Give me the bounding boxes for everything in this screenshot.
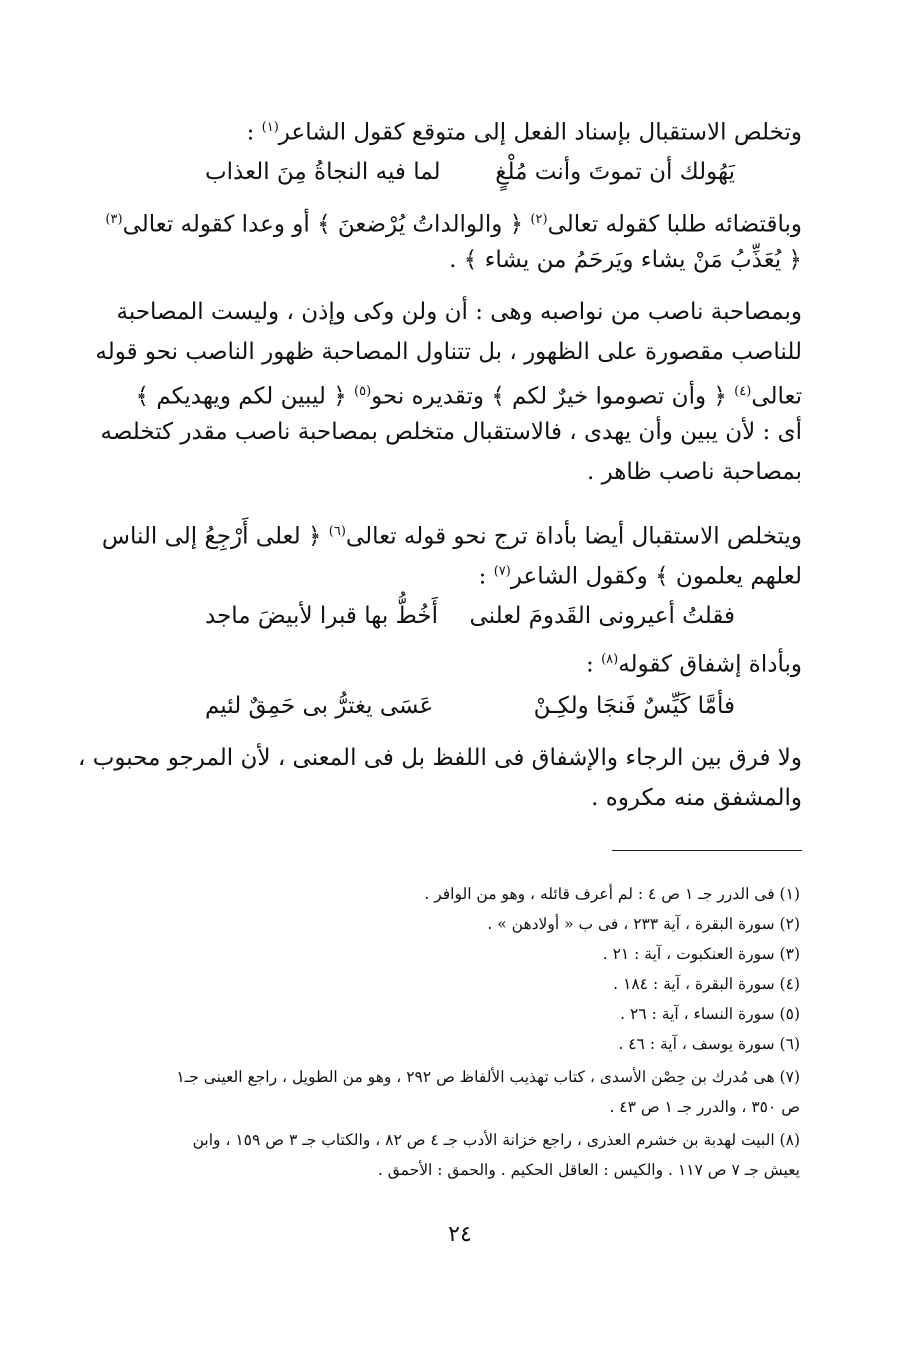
paragraph-line: وبمصاحبة ناصب من نواصبه وهى : أن ولن وكى وإذن ، وليست المصاحبة [116,299,802,325]
paragraph-line: بمصاحبة ناصب ظاهر . [586,459,802,485]
footnote-ref: (٥) [354,384,372,399]
verse-hemistich-right: فقلتُ أعيرونى القَدومَ لعلنى [469,603,735,629]
footnote: (٢) سورة البقرة ، آية ٢٣٣ ، فى ب « أولادهن » . [487,915,800,933]
verse-hemistich-right: فأمَّا كَيِّسٌ فَنجَا ولكِـنْ [533,693,735,719]
paragraph-line: للناصب مقصورة على الظهور ، بل تتناول المصاحبة ظهور الناصب نحو قوله [95,339,802,365]
footnote-ref: (٨) [601,652,619,667]
footnote: (٣) سورة العنكبوت ، آية : ٢١ . [602,945,800,963]
footnote: (٤) سورة البقرة ، آية : ١٨٤ . [613,975,800,993]
footnote: (٥) سورة النساء ، آية : ٢٦ . [620,1005,800,1023]
footnote-ref: (٣) [105,212,123,227]
verse-hemistich-left: أَخُطُّ بها قبرا لأبيضَ ماجد [205,603,438,629]
paragraph-line: والمشفق منه مكروه . [591,785,802,811]
footnote-ref: (٢) [530,212,548,227]
verse-hemistich-right: يَهُولك أن تموتَ وأنت مُلْغٍ [495,159,735,185]
paragraph-line: وبأداة إشفاق كقوله$^{(٨)}$ : [586,651,802,678]
paragraph-line: وباقتضائه طلبا كقوله تعالى$^{(٢)}$ ﴿ والوالداتُ يُرْضعنَ ﴾ أو وعدا كقوله تعالى$^{(٣)}$ [105,211,802,238]
footnote: (٧) هى مُدرك بن حِصْن الأسدى ، كتاب تهذيب الألفاظ ص ٢٩٢ ، وهو من الطويل ، راجع العينى جـ١ [176,1068,800,1086]
paragraph-line: وتخلص الاستقبال بإسناد الفعل إلى متوقع كقول الشاعر$^{(١)}$ : [246,119,802,146]
footnote-ref: (٦) [328,524,346,539]
footnote: (٦) سورة يوسف ، آية : ٤٦ . [618,1035,800,1053]
paragraph-line: أى : لأن يبين وأن يهدى ، فالاستقبال متخلص بمصاحبة ناصب مقدر كتخلصه [100,419,802,445]
footnote-ref: (١) [261,120,279,135]
verse-hemistich-left: عَسَى يغترُّ بى حَمِقٌ لئيم [205,693,434,719]
footnote-ref: (٧) [493,564,511,579]
footnote-continuation: يعيش جـ ٧ ص ١١٧ . والكيس : العاقل الحكيم . والحمق : الأحمق . [377,1161,800,1179]
paragraph-line: لعلهم يعلمون ﴾ وكقول الشاعر$^{(٧)}$ : [478,563,802,590]
paragraph-line: ولا فرق بين الرجاء والإشفاق فى اللفظ بل فى المعنى ، لأن المرجو محبوب ، [78,745,802,771]
verse-hemistich-left: لما فيه النجاةُ مِنَ العذاب [205,159,441,185]
footnote-continuation: ص ٣٥٠ ، والدرر جـ ١ ص ٤٣ . [609,1098,800,1116]
footnote-separator [612,850,802,851]
footnote: (٨) البيت لهدبة بن خشرم العذرى ، راجع خزانة الأدب جـ ٤ ص ٨٢ ، والكتاب جـ ٣ ص ١٥٩ ، وابن [192,1131,800,1149]
footnote: (١) فى الدرر جـ ١ ص ٤ : لم أعرف قائله ، وهو من الوافر . [424,885,800,903]
paragraph-line: ويتخلص الاستقبال أيضا بأداة ترج نحو قوله تعالى$^{(٦)}$ ﴿ لعلى أَرْجِعُ إلى الناس [101,523,802,550]
footnote-ref: (٤) [734,384,752,399]
page-number: ٢٤ [448,1222,472,1247]
paragraph-line: تعالى$^{(٤)}$ ﴿ وأن تصوموا خيرٌ لكم ﴾ وتقديره نحو$^{(٥)}$ ﴿ ليبين لكم ويهديكم ﴾ [135,383,802,410]
paragraph-line: ﴿ يُعَذِّبُ مَنْ يشاء ويَرحَمُ من يشاء ﴾ . [449,247,802,273]
